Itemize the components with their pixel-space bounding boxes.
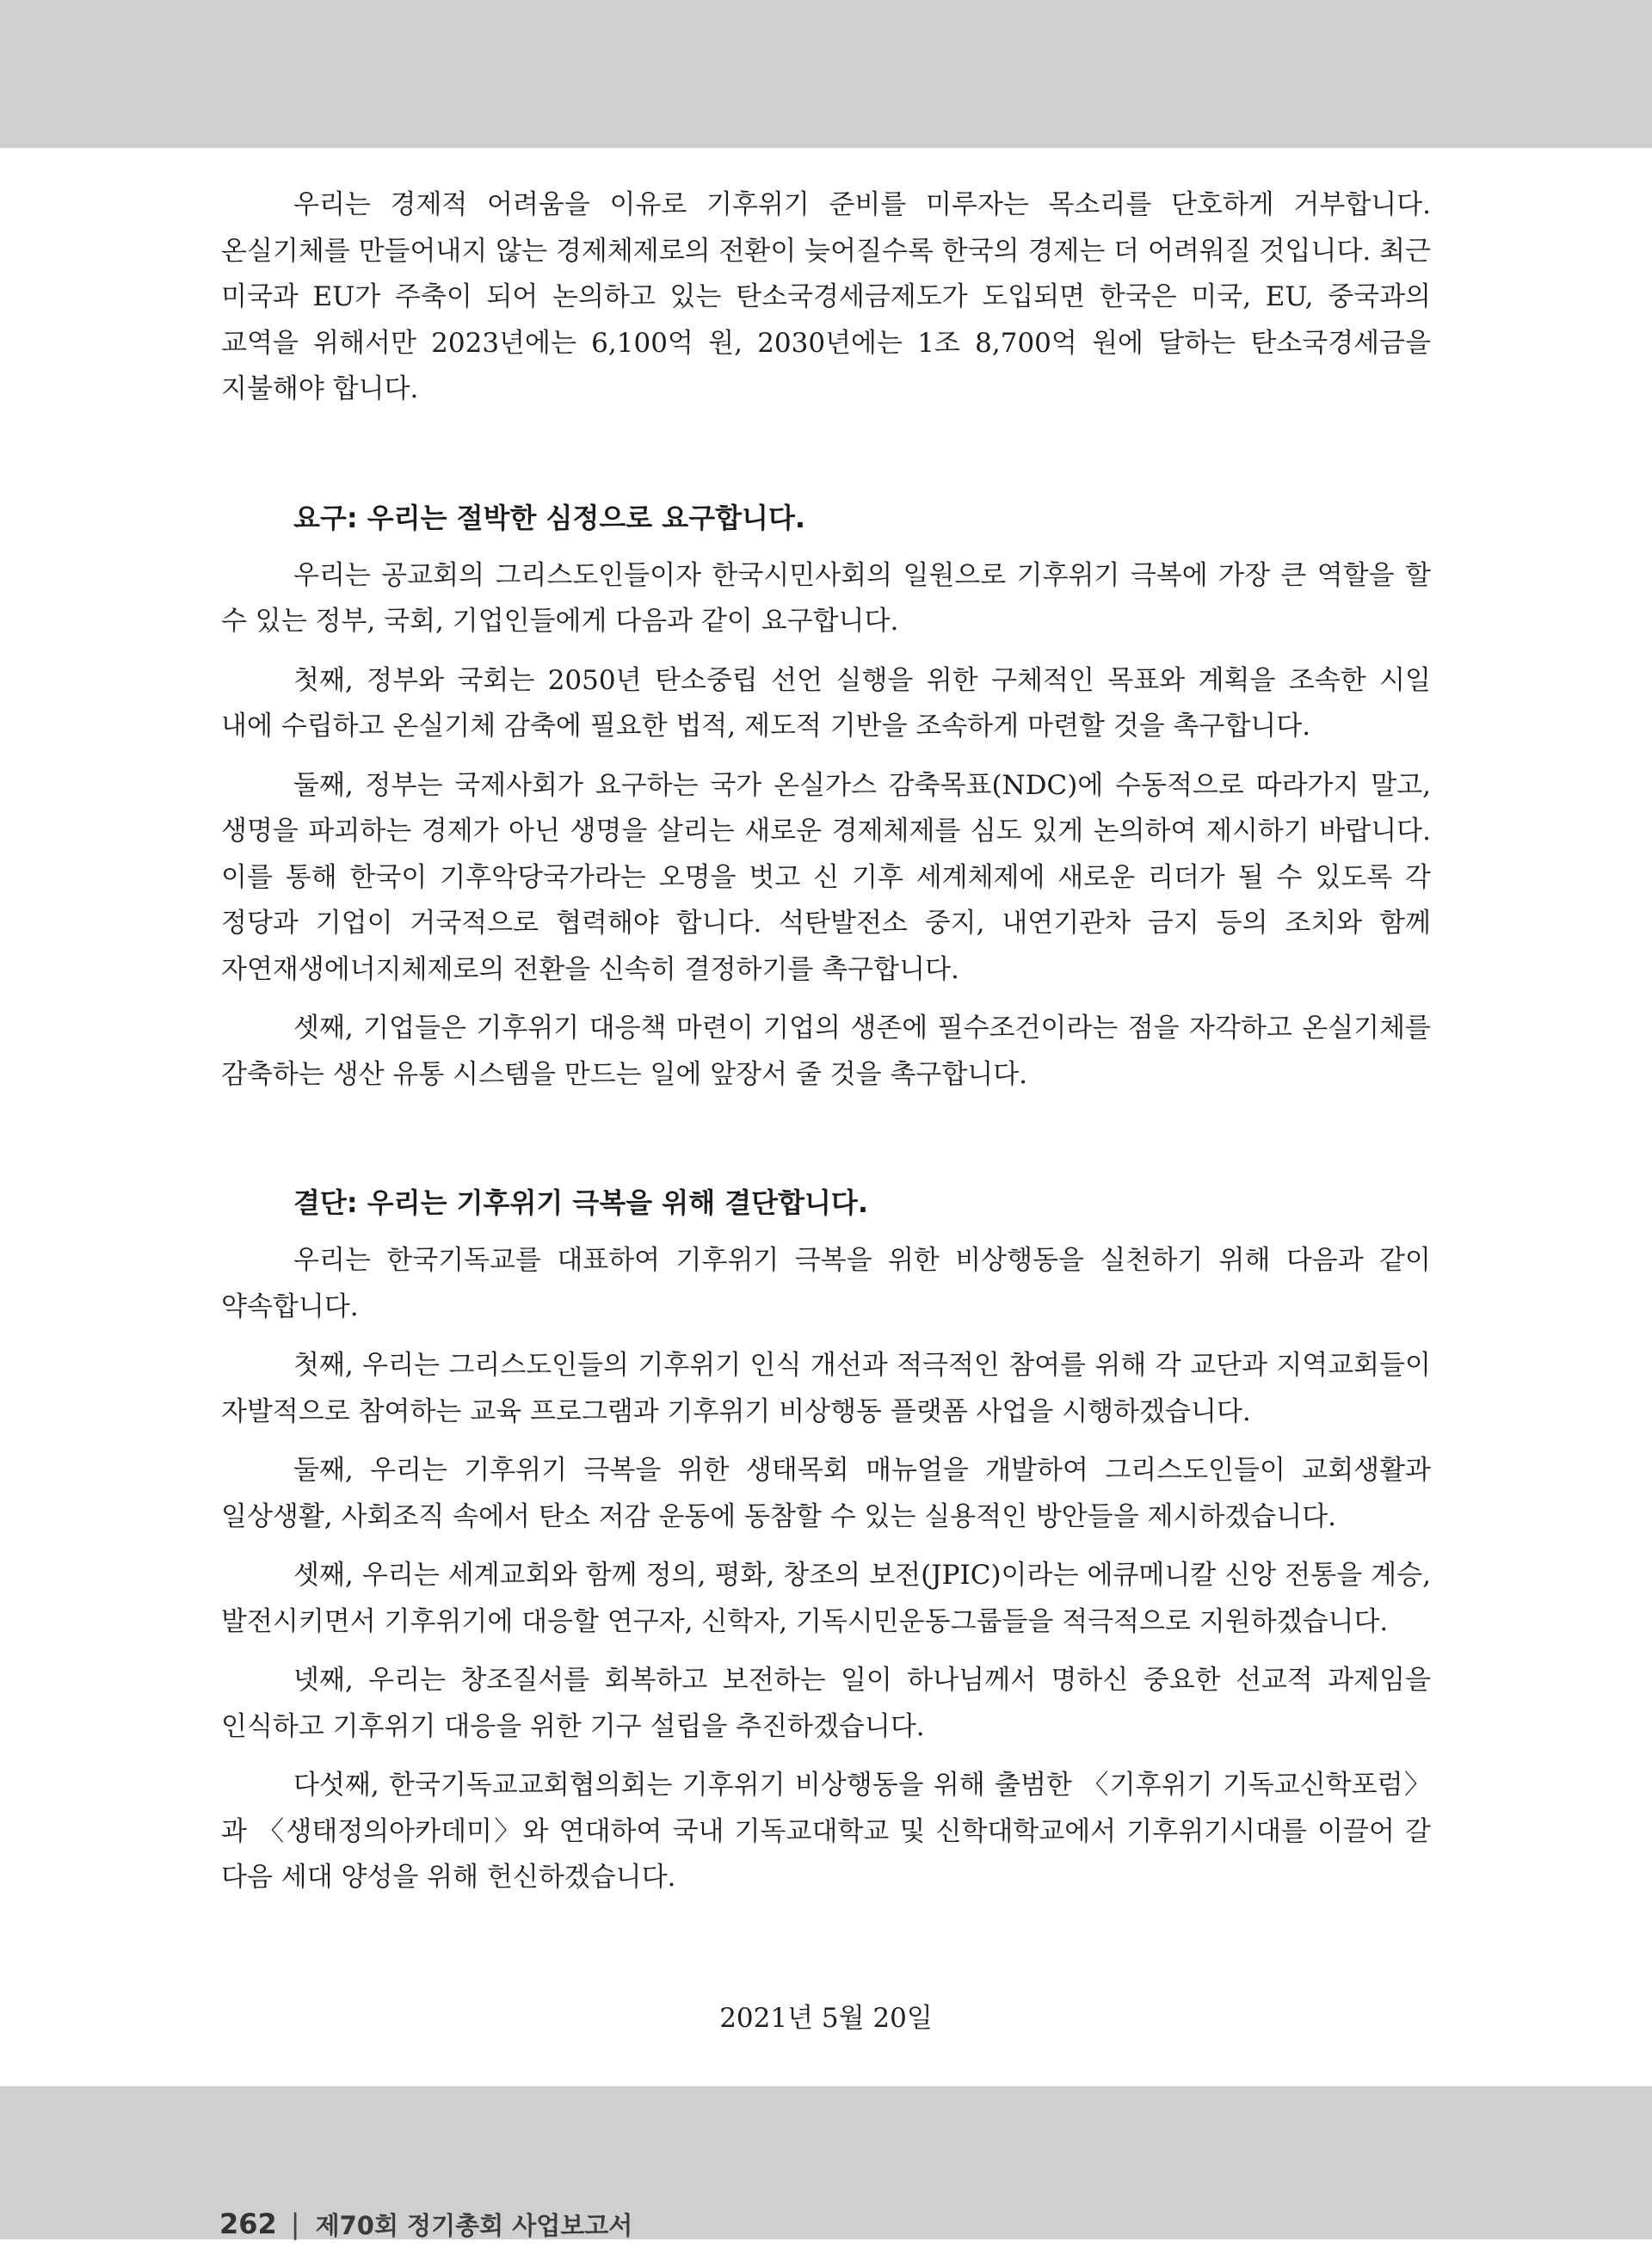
- intro-paragraph: 우리는 경제적 어려움을 이유로 기후위기 준비를 미루자는 목소리를 단호하게 거부합니다. 온실기체를 만들어내지 않는 경제체제로의 전환이 늦어질수록 한국의 경제는 더 어려워질 것입니다. 최근 미국과 EU가 주축이 되어 논의하고 있는 탄소국경세금제도가 도입되면 한국은 미국, EU, 중국과의 교역을 위해서만 2023년에는 6,100억 원, 2030년에는 1조 8,700억 원에 달하는 탄소국경세금을 지불해야 합니다.: [221, 189, 1431, 404]
- page-footer: [219, 2200, 632, 2248]
- resolution-paragraph: 셋째, 우리는 세계교회와 함께 정의, 평화, 창조의 보전(JPIC)이라는 에큐메니칼 신앙 전통을 계승, 발전시키면서 기후위기에 대응할 연구자, 신학자, 기독시민운동그룹들을 적극적으로 지원하겠습니다.: [221, 1560, 1431, 1637]
- demand-paragraph: 셋째, 기업들은 기후위기 대응책 마련이 기업의 생존에 필수조건이라는 점을 자각하고 온실기체를 감축하는 생산 유통 시스템을 만드는 일에 앞장서 줄 것을 촉구합니다.: [221, 1013, 1431, 1090]
- resolution-paragraph: 우리는 한국기독교를 대표하여 기후위기 극복을 위한 비상행동을 실천하기 위해 다음과 같이 약속합니다.: [221, 1245, 1431, 1322]
- resolution-paragraph: 넷째, 우리는 창조질서를 회복하고 보전하는 일이 하나님께서 명하신 중요한 선교적 과제임을 인식하고 기후위기 대응을 위한 기구 설립을 추진하겠습니다.: [221, 1665, 1431, 1742]
- resolution-paragraph: 다섯째, 한국기독교교회협의회는 기후위기 비상행동을 위해 출범한 〈기후위기 기독교신학포럼〉과 〈생태정의아카데미〉와 연대하여 국내 기독교대학교 및 신학대학교에서 기후위기시대를 이끌어 갈 다음 세대 양성을 위해 헌신하겠습니다.: [221, 1770, 1431, 1893]
- resolution-heading: 결단: 우리는 기후위기 극복을 위해 결단합니다.: [293, 1186, 868, 1219]
- demand-paragraph: 첫째, 정부와 국회는 2050년 탄소중립 선언 실행을 위한 구체적인 목표와 계획을 조속한 시일 내에 수립하고 온실기체 감축에 필요한 법적, 제도적 기반을 조속하게 마련할 것을 촉구합니다.: [221, 664, 1431, 742]
- document-date: 2021년 5월 20일: [719, 2002, 933, 2034]
- resolution-paragraph: 첫째, 우리는 그리스도인들의 기후위기 인식 개선과 적극적인 참여를 위해 각 교단과 지역교회들이 자발적으로 참여하는 교육 프로그램과 기후위기 비상행동 플랫폼 사업을 시행하겠습니다.: [221, 1350, 1431, 1427]
- header-band: [0, 0, 1652, 148]
- demand-paragraph: 우리는 공교회의 그리스도인들이자 한국시민사회의 일원으로 기후위기 극복에 가장 큰 역할을 할 수 있는 정부, 국회, 기업인들에게 다음과 같이 요구합니다.: [221, 559, 1431, 637]
- footer-separator: |: [290, 2208, 300, 2240]
- section-spacer: [221, 413, 1431, 496]
- report-title: 제70회 정기총회 사업보고서: [315, 2210, 633, 2240]
- document-body: [221, 182, 1431, 2042]
- page-number: 262: [219, 2208, 277, 2240]
- resolution-paragraph: 둘째, 우리는 기후위기 극복을 위한 생태목회 매뉴얼을 개발하여 그리스도인들이 교회생활과 일상생활, 사회조직 속에서 탄소 저감 운동에 동참할 수 있는 실용적인 방안들을 제시하겠습니다.: [221, 1455, 1431, 1532]
- demand-heading: 요구: 우리는 절박한 심정으로 요구합니다.: [293, 501, 806, 534]
- section-spacer: [221, 1098, 1431, 1180]
- demand-paragraph: 둘째, 정부는 국제사회가 요구하는 국가 온실가스 감축목표(NDC)에 수동적으로 따라가지 말고, 생명을 파괴하는 경제가 아닌 생명을 살리는 새로운 경제체제를 심도 있게 논의하여 제시하기 바랍니다. 이를 통해 한국이 기후악당국가라는 오명을 벗고 신 기후 세계체제에 새로운 리더가 될 수 있도록 각 정당과 기업이 거국적으로 협력해야 합니다. 석탄발전소 중지, 내연기관차 금지 등의 조치와 함께 자연재생에너지체제로의 전환을 신속히 결정하기를 촉구합니다.: [221, 769, 1431, 985]
